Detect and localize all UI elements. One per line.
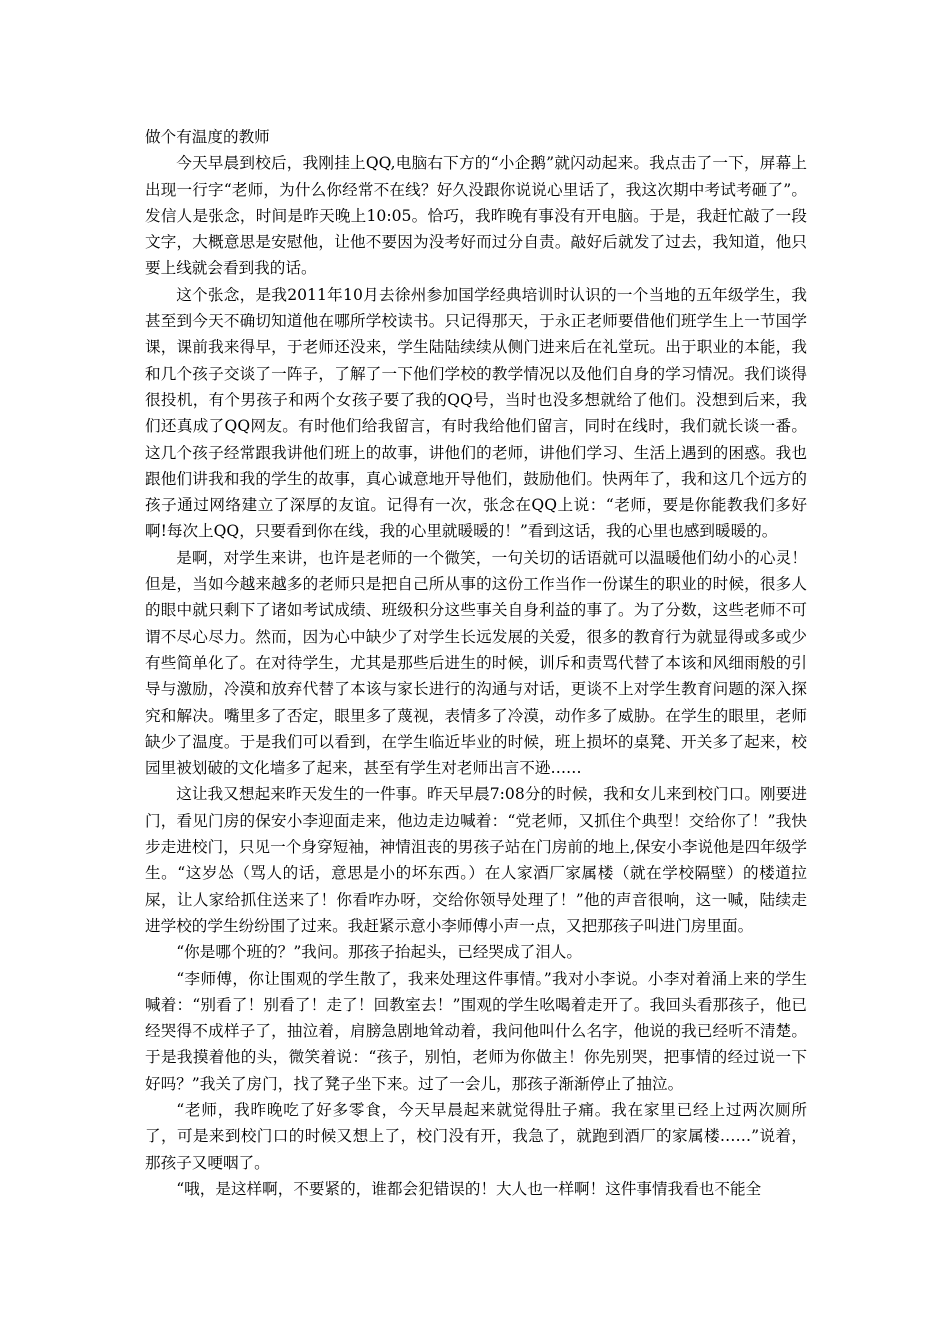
document-page [145, 124, 807, 1202]
paragraph-1: 今天早晨到校后，我刚挂上QQ,电脑右下方的“小企鹅”就闪动起来。我点击了一下，屏幕上出现一行字“老师，为什么你经常不在线？好久没跟你说说心里话了，我这次期中考试考砸了”。发信人是张念，时间是昨天晚上10:05。恰巧，我昨晚有事没有开电脑。于是，我赶忙敲了一段文字，大概意思是安慰他，让他不要因为没考好而过分自责。敲好后就发了过去，我知道，他只要上线就会看到我的话。 [145, 154, 807, 278]
paragraph-2: 这个张念，是我2011年10月去徐州参加国学经典培训时认识的一个当地的五年级学生，我甚至到今天不确切知道他在哪所学校读书。只记得那天，于永正老师要借他们班学生上一节国学课，课前我来得早，于老师还没来，学生陆陆续续从侧门进来后在礼堂玩。出于职业的本能，我和几个孩子交谈了一阵子，了解了一下他们学校的教学情况以及他们自身的学习情况。我们谈得很投机，有个男孩子和两个女孩子要了我的QQ号，当时也没多想就给了他们。没想到后来，我们还真成了QQ网友。有时他们给我留言，有时我给他们留言，同时在线时，我们就长谈一番。这几个孩子经常跟我讲他们班上的故事，讲他们的老师，讲他们学习、生活上遇到的困惑。我也跟他们讲我和我的学生的故事，真心诚意地开导他们，鼓励他们。快两年了，我和这几个远方的孩子通过网络建立了深厚的友谊。记得有一次，张念在QQ上说：“老师，要是你能教我们多好啊!每次上QQ，只要看到你在线，我的心里就暖暖的！”看到这话，我的心里也感到暖暖的。 [145, 285, 807, 541]
paragraph-3: 是啊，对学生来讲，也许是老师的一个微笑，一句关切的话语就可以温暖他们幼小的心灵！但是，当如今越来越多的老师只是把自己所从事的这份工作当作一份谋生的职业的时候，很多人的眼中就只剩下了诸如考试成绩、班级积分这些事关自身利益的事了。为了分数，这些老师不可谓不尽心尽力。然而，因为心中缺少了对学生长远发展的关爱，很多的教育行为就显得或多或少有些简单化了。在对待学生，尤其是那些后进生的时候，训斥和责骂代替了本该和风细雨般的引导与激励，冷漠和放弃代替了本该与家长进行的沟通与对话，更谈不上对学生教育问题的深入探究和解决。嘴里多了否定，眼里多了蔑视，表情多了冷漠，动作多了威胁。在学生的眼里，老师缺少了温度。于是我们可以看到，在学生临近毕业的时候，班上损坏的桌凳、开关多了起来，校园里被划破的文化墙多了起来，甚至有学生对老师出言不逊…… [145, 548, 807, 778]
paragraph-7: “老师，我昨晚吃了好多零食，今天早晨起来就觉得肚子痛。我在家里已经上过两次厕所了，可是来到校门口的时候又想上了，校门没有开，我急了，就跑到酒厂的家属楼……”说着，那孩子又哽咽了。 [145, 1100, 807, 1172]
paragraph-5: “你是哪个班的？”我问。那孩子抬起头，已经哭成了泪人。 [176, 943, 582, 962]
paragraph-8: “哦，是这样啊，不要紧的，谁都会犯错误的！大人也一样啊！这件事情我看也不能全 [176, 1179, 762, 1198]
paragraph-4: 这让我又想起来昨天发生的一件事。昨天早晨7:08分的时候，我和女儿来到校门口。刚要进门，看见门房的保安小李迎面走来，他边走边喊着：“党老师，又抓住个典型！交给你了！”我快步走进校门，只见一个身穿短袖，神情沮丧的男孩子站在门房前的地上,保安小李说他是四年级学生。“这岁怂（骂人的话，意思是小的坏东西。）在人家酒厂家属楼（就在学校隔壁）的楼道拉屎，让人家给抓住送来了！你看咋办呀，交给你领导处理了！”他的声音很响，这一喊，陆续走进学校的学生纷纷围了过来。我赶紧示意小李师傅小声一点，又把那孩子叫进门房里面。 [145, 785, 807, 935]
paragraph-6: “李师傅，你让围观的学生散了，我来处理这件事情。”我对小李说。小李对着涌上来的学生喊着：“别看了！别看了！走了！回教室去！”围观的学生吆喝着走开了。我回头看那孩子，他已经哭得不成样子了，抽泣着，肩膀急剧地耸动着，我问他叫什么名字，他说的我已经听不清楚。于是我摸着他的头，微笑着说：“孩子，别怕，老师为你做主！你先别哭，把事情的经过说一下好吗？”我关了房门，找了凳子坐下来。过了一会儿，那孩子渐渐停止了抽泣。 [145, 969, 807, 1093]
document-title: 做个有温度的教师 [145, 128, 270, 146]
